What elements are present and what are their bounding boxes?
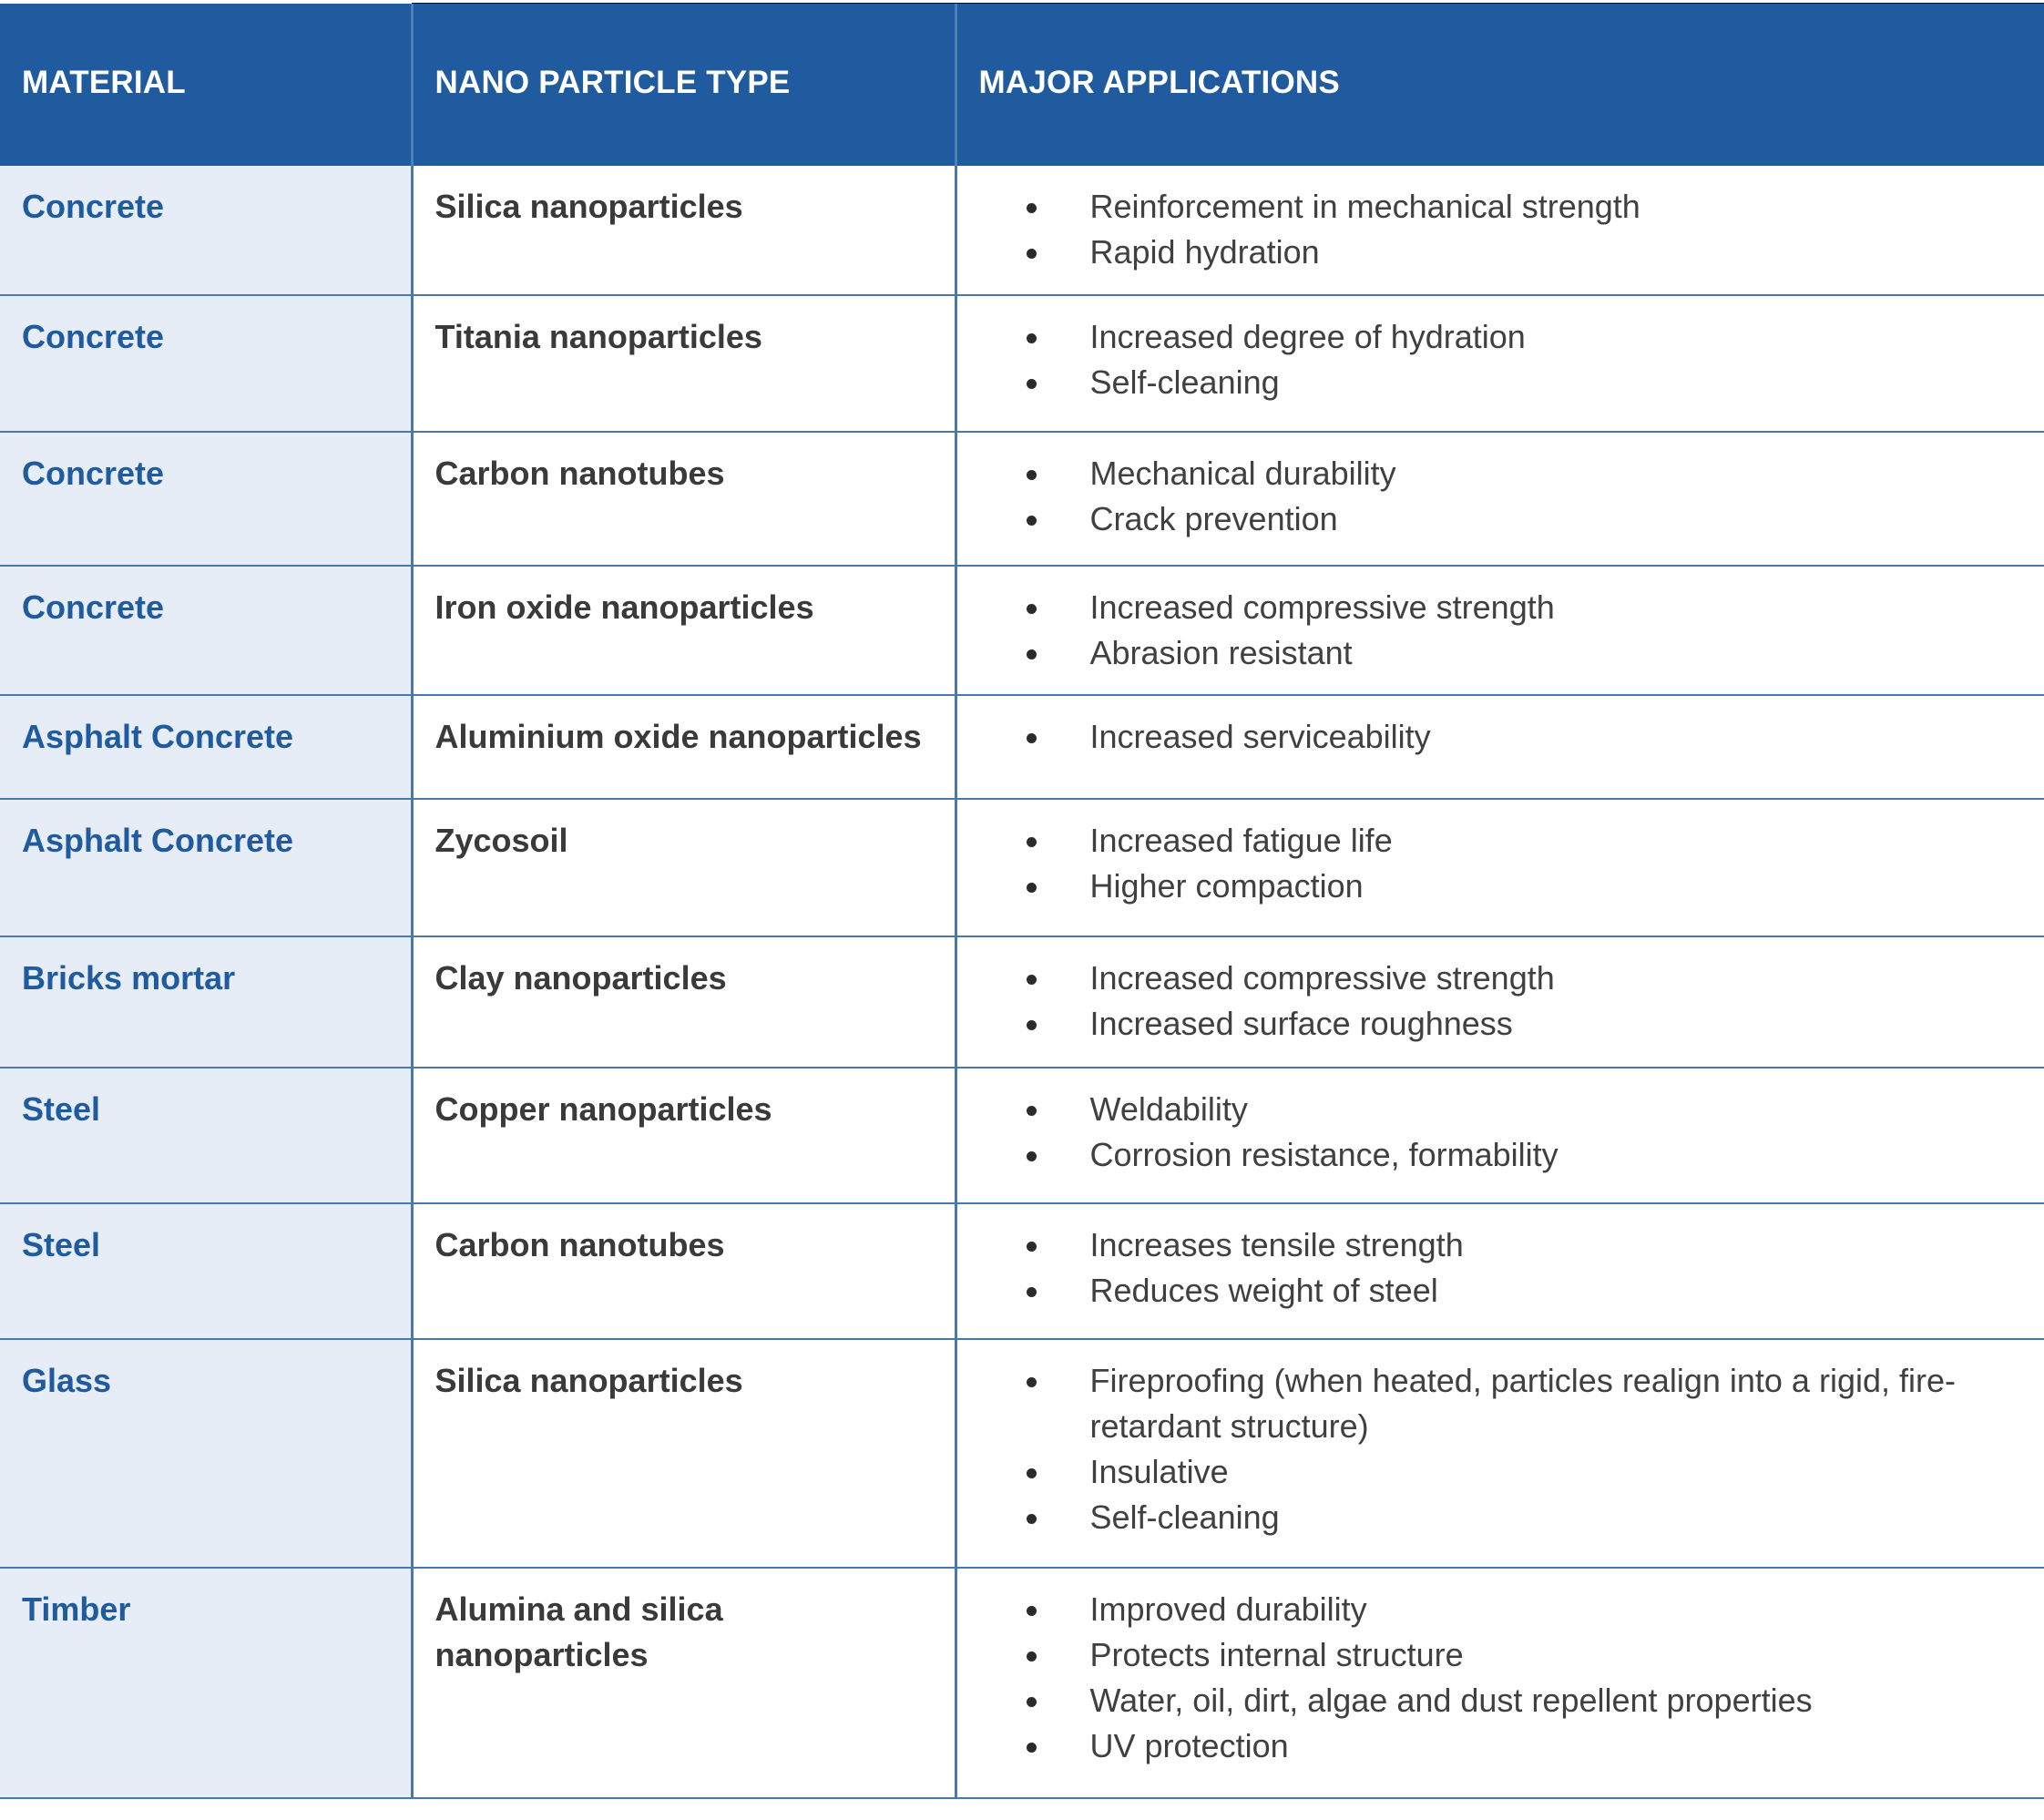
table-row <box>0 1568 2044 1798</box>
particle-type-cell: Alumina and silica nanoparticles <box>412 1568 956 1798</box>
material-cell: Concrete <box>0 432 412 566</box>
material-cell: Concrete <box>0 566 412 695</box>
header-particle-type: NANO PARTICLE TYPE <box>412 4 956 166</box>
application-item: Weldability <box>983 1087 2023 1132</box>
applications-cell <box>956 936 2044 1068</box>
application-item: Reduces weight of steel <box>983 1268 2023 1314</box>
header-row <box>0 4 2044 166</box>
material-cell: Concrete <box>0 295 412 432</box>
application-item: Reinforcement in mechanical strength <box>983 184 2023 230</box>
applications-list <box>983 956 2023 1047</box>
application-item: Rapid hydration <box>983 230 2023 275</box>
applications-list <box>983 184 2023 275</box>
application-item: Abrasion resistant <box>983 630 2023 676</box>
application-item: Water, oil, dirt, algae and dust repellent properties <box>983 1678 2023 1723</box>
application-item: Increased degree of hydration <box>983 314 2023 360</box>
applications-list <box>983 451 2023 542</box>
application-item: Protects internal structure <box>983 1632 2023 1678</box>
particle-type-cell: Iron oxide nanoparticles <box>412 566 956 695</box>
table-row <box>0 695 2044 799</box>
material-cell: Glass <box>0 1339 412 1568</box>
table-row <box>0 166 2044 295</box>
applications-list <box>983 818 2023 909</box>
particle-type-cell: Copper nanoparticles <box>412 1068 956 1203</box>
particle-type-cell: Carbon nanotubes <box>412 1203 956 1339</box>
applications-list <box>983 1087 2023 1178</box>
particle-type-cell: Clay nanoparticles <box>412 936 956 1068</box>
application-item: Insulative <box>983 1449 2023 1495</box>
table-row <box>0 432 2044 566</box>
material-cell: Asphalt Concrete <box>0 799 412 936</box>
application-item: Increases tensile strength <box>983 1222 2023 1268</box>
table-row <box>0 1203 2044 1339</box>
particle-type-cell: Aluminium oxide nanoparticles <box>412 695 956 799</box>
application-item: Increased fatigue life <box>983 818 2023 864</box>
application-item: Increased compressive strength <box>983 585 2023 630</box>
particle-type-cell: Carbon nanotubes <box>412 432 956 566</box>
particle-type-cell: Zycosoil <box>412 799 956 936</box>
material-cell: Timber <box>0 1568 412 1798</box>
material-cell: Asphalt Concrete <box>0 695 412 799</box>
applications-cell <box>956 566 2044 695</box>
application-item: Increased surface roughness <box>983 1001 2023 1047</box>
applications-cell <box>956 1203 2044 1339</box>
particle-type-cell: Titania nanoparticles <box>412 295 956 432</box>
material-cell: Concrete <box>0 166 412 295</box>
application-item: Increased serviceability <box>983 714 2023 760</box>
applications-cell <box>956 1339 2044 1568</box>
nanomaterials-table-container <box>0 4 2044 1799</box>
table-row <box>0 799 2044 936</box>
material-cell: Bricks mortar <box>0 936 412 1068</box>
table-row <box>0 295 2044 432</box>
material-cell: Steel <box>0 1068 412 1203</box>
applications-list <box>983 1358 2023 1540</box>
table-row <box>0 566 2044 695</box>
applications-cell <box>956 432 2044 566</box>
particle-type-cell: Silica nanoparticles <box>412 166 956 295</box>
application-item: Higher compaction <box>983 864 2023 909</box>
application-item: Self-cleaning <box>983 1495 2023 1540</box>
table-row <box>0 936 2044 1068</box>
nanomaterials-table <box>0 4 2044 1799</box>
applications-cell <box>956 799 2044 936</box>
table-row <box>0 1068 2044 1203</box>
application-item: Corrosion resistance, formability <box>983 1132 2023 1178</box>
application-item: Mechanical durability <box>983 451 2023 496</box>
applications-cell <box>956 1068 2044 1203</box>
particle-type-cell: Silica nanoparticles <box>412 1339 956 1568</box>
header-applications: MAJOR APPLICATIONS <box>956 4 2044 166</box>
applications-list <box>983 1587 2023 1769</box>
application-item: UV protection <box>983 1723 2023 1769</box>
application-item: Crack prevention <box>983 496 2023 542</box>
table-header <box>0 4 2044 166</box>
table-body <box>0 166 2044 1798</box>
application-item: Increased compressive strength <box>983 956 2023 1001</box>
applications-list <box>983 314 2023 405</box>
material-cell: Steel <box>0 1203 412 1339</box>
table-row <box>0 1339 2044 1568</box>
application-item: Improved durability <box>983 1587 2023 1632</box>
applications-list <box>983 1222 2023 1314</box>
applications-cell <box>956 166 2044 295</box>
applications-cell <box>956 295 2044 432</box>
application-item: Self-cleaning <box>983 360 2023 405</box>
applications-list <box>983 714 2023 760</box>
applications-list <box>983 585 2023 676</box>
applications-cell <box>956 695 2044 799</box>
application-item: Fireproofing (when heated, particles realign into a rigid, fire-retardant structure) <box>983 1358 2023 1449</box>
header-material: MATERIAL <box>0 4 412 166</box>
applications-cell <box>956 1568 2044 1798</box>
